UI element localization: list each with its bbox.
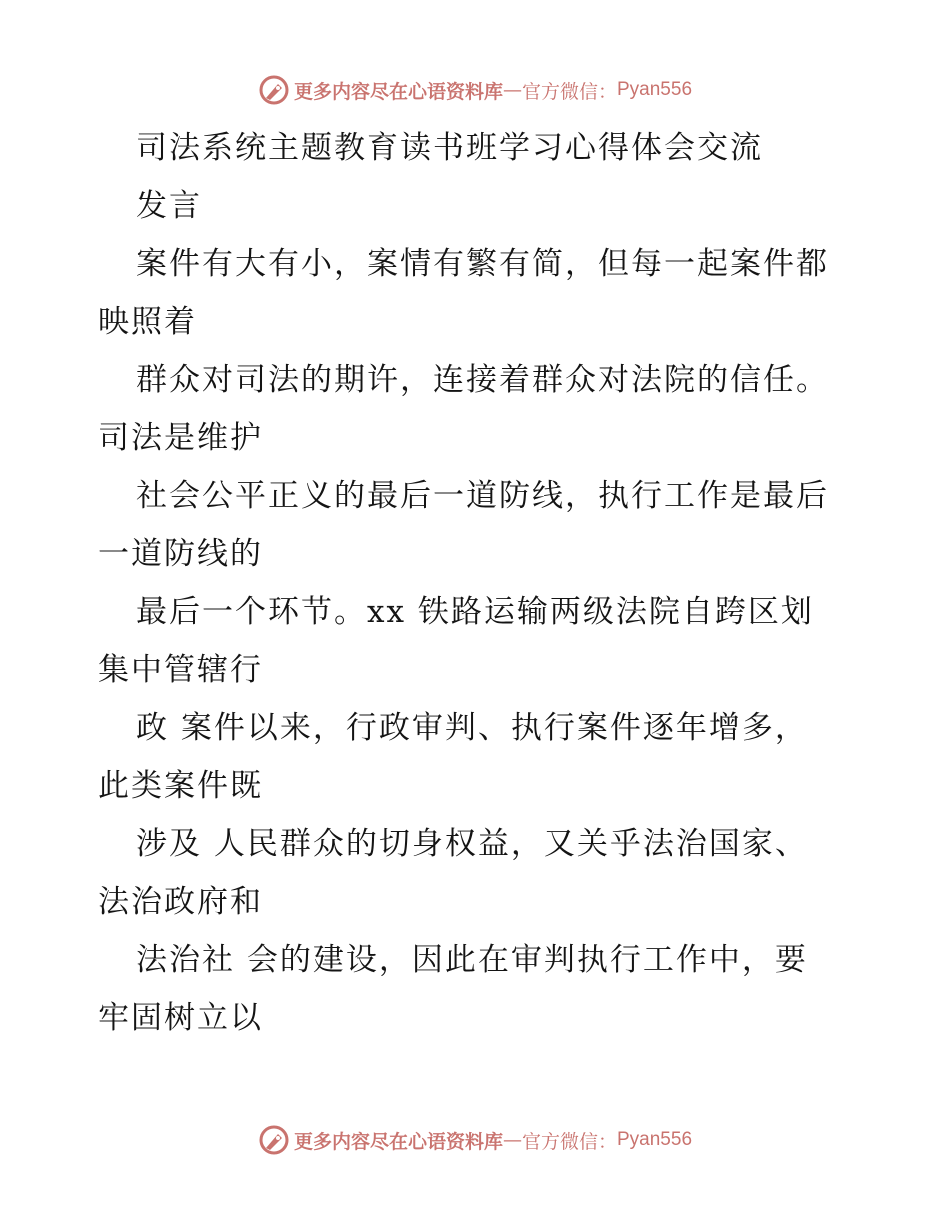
banner-text: 更多内容尽在心语资料库 — [293, 80, 503, 103]
paragraph-line: 法治政府和 — [98, 884, 263, 920]
banner-separator: — — [502, 79, 522, 101]
pen-nib-logo-icon — [258, 74, 290, 106]
pen-nib-logo-icon — [258, 1124, 290, 1156]
banner-wechat-id: Pyan556 — [617, 1129, 693, 1150]
document-title: 司法系统主题教育读书班学习心得体会交流 — [136, 130, 763, 166]
paragraph-line: 政 案件以来，行政审判、执行案件逐年增多， — [136, 710, 808, 746]
paragraph-line: 集中管辖行 — [98, 652, 263, 688]
banner-text: 更多内容尽在心语资料库 — [293, 1130, 503, 1153]
paragraph-line: 群众对司法的期许，连接着群众对法院的信任。 — [136, 362, 829, 398]
banner-separator: — — [502, 1129, 522, 1151]
paragraph-line: 最后一个环节。xx 铁路运输两级法院自跨区划 — [136, 594, 814, 630]
paragraph-line: 法治社 会的建设，因此在审判执行工作中，要 — [136, 942, 808, 978]
paragraph-line: 牢固树立以 — [98, 1000, 263, 1036]
banner-wechat-label: 官方微信： — [521, 80, 617, 103]
banner-wechat-label: 官方微信： — [521, 1130, 617, 1153]
paragraph-line: 此类案件既 — [98, 768, 263, 804]
paragraph-line: 涉及 人民群众的切身权益，又关乎法治国家、 — [136, 826, 808, 862]
paragraph-line: 司法是维护 — [98, 420, 263, 456]
paragraph-line: 案件有大有小，案情有繁有简，但每一起案件都 — [136, 246, 829, 282]
paragraph-line: 映照着 — [98, 304, 197, 340]
paragraph-line: 一道防线的 — [98, 536, 263, 572]
banner-wechat-id: Pyan556 — [617, 79, 693, 100]
header-banner — [0, 70, 950, 110]
document-title-continued: 发言 — [136, 188, 202, 224]
paragraph-line: 社会公平正义的最后一道防线，执行工作是最后 — [136, 478, 829, 514]
footer-banner — [0, 1120, 950, 1160]
